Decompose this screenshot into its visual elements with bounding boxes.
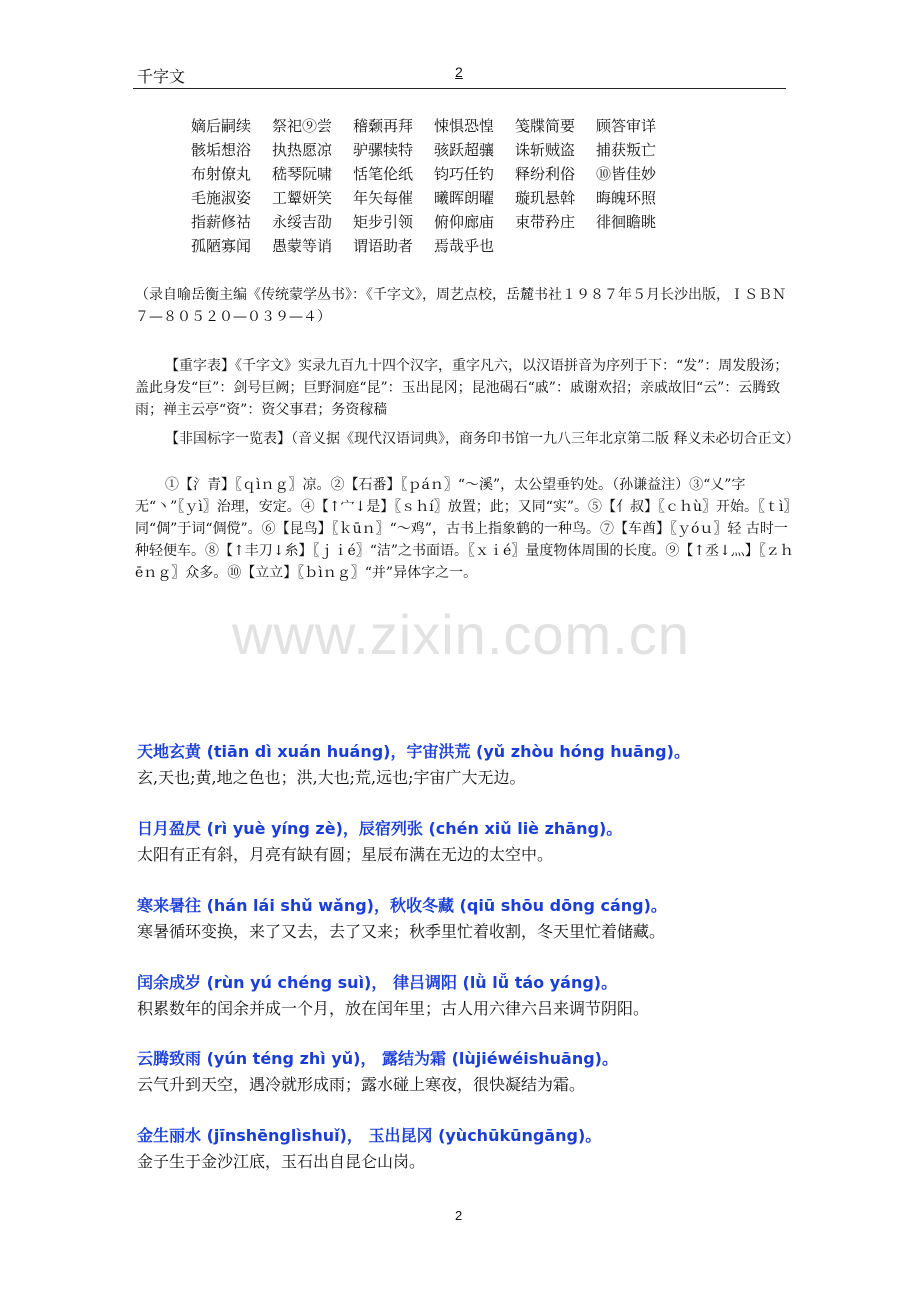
header-rule <box>133 88 786 89</box>
verse-phrase: 指薪修祜 <box>191 213 252 231</box>
source-note: （录自喻岳衡主编《传统蒙学丛书》：《千字文》，周艺点校，岳麓书社１９８７年５月长沙出版，ＩＳＢＮ７—８０５２０—０３９—４） <box>135 287 786 325</box>
footer-page-number: 2 <box>455 1208 463 1223</box>
verse-row <box>191 210 677 234</box>
verse-phrase: 顾答审详 <box>596 117 657 135</box>
section-heading: 云腾致雨 (yún téng zhì yǔ)， 露结为霜 (lùjiéwéishuāng)。 <box>137 1049 618 1068</box>
header-title: 千字文 <box>137 67 186 86</box>
verse-phrase: 钧巧任钓 <box>434 165 495 183</box>
verse-phrase: 笺牒简要 <box>515 117 576 135</box>
verse-phrase: 诛斩贼盗 <box>515 141 576 159</box>
verse-phrase: 布射僚丸 <box>191 165 252 183</box>
section-body: 金子生于金沙江底，玉石出自昆仑山岗。 <box>137 1152 426 1171</box>
verse-phrase: 捕获叛亡 <box>596 141 657 159</box>
section-body: 玄,天也;黄,地之色也；洪,大也;荒,远也;宇宙广大无边。 <box>137 768 526 787</box>
verse-phrase: 焉哉乎也 <box>434 237 495 255</box>
section-body: 云气升到天空，遇冷就形成雨；露水碰上寒夜，很快凝结为霜。 <box>137 1075 586 1094</box>
header-page-number: 2 <box>455 64 463 80</box>
verse-phrase: 嫡后嗣续 <box>191 117 252 135</box>
verse-phrase: 骸垢想浴 <box>191 141 252 159</box>
verse-phrase: 恬笔伦纸 <box>353 165 414 183</box>
section-body: 寒暑循环变换，来了又去，去了又来；秋季里忙着收割，冬天里忙着储藏。 <box>137 922 666 941</box>
verse-phrase: 稽颡再拜 <box>353 117 414 135</box>
repeat-char-table: 【重字表】《千字文》实录九百九十四个汉字，重字凡六，以汉语拼音为序列于下：“发”：周发殷汤；盖此身发“巨”：剑号巨阙；巨野洞庭“昆”：玉出昆冈；昆池碣石“戚”：戚谢欢招；亲戚故旧“云”：云腾致雨；禅主云亭“资”：资父事君；务资稼穑 <box>135 358 789 418</box>
verse-phrase: 嵇琴阮啸 <box>272 165 333 183</box>
verse-section <box>137 739 777 791</box>
verse-row <box>191 186 677 210</box>
section-heading: 日月盈昃 (rì yuè yíng zè)，辰宿列张 (chén xiǔ liè zhāng)。 <box>137 819 623 838</box>
verse-phrase: 驴骡犊特 <box>353 141 414 159</box>
verse-phrase: 毛施淑姿 <box>191 189 252 207</box>
verse-section <box>137 970 777 1022</box>
verse-phrase: 曦晖朗曜 <box>434 189 495 207</box>
verse-row <box>191 162 677 186</box>
verse-phrase: 晦魄环照 <box>596 189 657 207</box>
verse-phrase: 悚惧恐惶 <box>434 117 495 135</box>
verse-phrase: 年矢每催 <box>353 189 414 207</box>
nonstandard-char-table: 【非国标字一览表】（音义据《现代汉语词典》，商务印书馆一九八三年北京第二版 释义未必切合正文） <box>165 431 800 447</box>
section-heading: 寒来暑往 (hán lái shǔ wǎng)，秋收冬藏 (qiū shōu dōng cáng)。 <box>137 896 667 915</box>
verse-phrase: 孤陋寡闻 <box>191 237 252 255</box>
verse-row <box>191 234 677 258</box>
verse-phrase: 愚蒙等诮 <box>272 237 333 255</box>
verse-phrase: 骇跃超骧 <box>434 141 495 159</box>
verse-section <box>137 1123 777 1175</box>
verse-phrase: 俯仰廊庙 <box>434 213 495 231</box>
verse-phrase: 执热愿凉 <box>272 141 333 159</box>
verse-phrase: 璇玑悬斡 <box>515 189 576 207</box>
verse-phrase: 永绥吉劭 <box>272 213 333 231</box>
section-heading: 金生丽水 (jīnshēnglìshuǐ)， 玉出昆冈 (yùchūkūngāng)。 <box>137 1126 602 1145</box>
verse-phrase: 释纷利俗 <box>515 165 576 183</box>
section-body: 积累数年的闰余并成一个月，放在闰年里；古人用六律六吕来调节阴阳。 <box>137 999 650 1018</box>
verse-phrase: 祭祀⑨尝 <box>272 117 333 135</box>
watermark: www.zixin.com.cn <box>232 603 690 666</box>
section-heading: 天地玄黄 (tiān dì xuán huáng)，宇宙洪荒 (yǔ zhòu hóng huāng)。 <box>137 742 690 761</box>
verse-phrase: 束带矜庄 <box>515 213 576 231</box>
verse-phrase: ⑩皆佳妙 <box>596 165 657 183</box>
verse-row <box>191 138 677 162</box>
verse-phrase: 谓语助者 <box>353 237 414 255</box>
verse-section <box>137 1046 777 1098</box>
verse-table <box>191 114 677 258</box>
section-body: 太阳有正有斜，月亮有缺有圆；星辰布满在无边的太空中。 <box>137 845 554 864</box>
verse-row <box>191 114 677 138</box>
verse-phrase: 矩步引领 <box>353 213 414 231</box>
verse-phrase: 工颦妍笑 <box>272 189 333 207</box>
verse-phrase: 徘徊瞻眺 <box>596 213 657 231</box>
verse-section <box>137 893 777 945</box>
section-heading: 闰余成岁 (rùn yú chéng suì)， 律吕调阳 (lǜ lǚ táo yáng)。 <box>137 973 618 992</box>
char-notes: ①【氵青】〖ｑìｎｇ〗凉。②【石番】〖ｐáｎ〗“～溪”，太公望垂钓处。（孙谦益注）③“乂”字无“丶”〖ｙì〗治理，安定。④【↑宀↓是】〖ｓｈí〗放置；此；又同“实”。⑤【亻叔】〖ｃｈù〗开始。〖ｔì〗同“倜”于词“倜傥”。⑥【昆鸟】〖ｋūｎ〗“～鸡”，古书上指象鹤的一种鸟。⑦【车酋】〖ｙóｕ〗轻 古时一种轻便车。⑧【↑丰刀↓糸】〖ｊｉé〗“洁”之书面语。〖ｘｉé〗量度物体周围的长度。⑨【↑丞↓灬】〖ｚｈēｎｇ〗众多。⑩【立立】〖ｂìｎｇ〗“并”异体字之一。 <box>135 477 794 581</box>
verse-section <box>137 816 777 868</box>
